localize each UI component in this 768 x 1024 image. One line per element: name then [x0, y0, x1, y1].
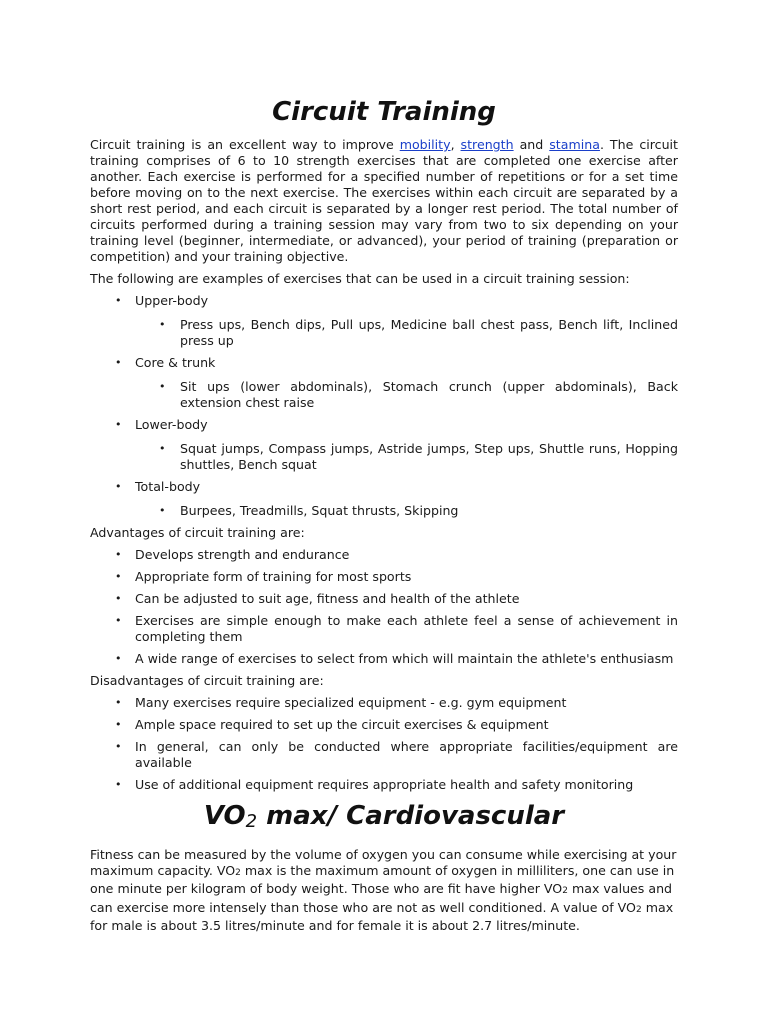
vo2-text-3: max values and can exercise more intensely than those who are not as well conditioned. A value of VO: [90, 881, 673, 915]
category-detail: [135, 441, 678, 473]
category-detail: [135, 503, 678, 519]
intro-paragraph: [90, 137, 678, 265]
intro-sep-1: ,: [450, 137, 461, 152]
intro-text-rest: . The circuit training comprises of 6 to 10 strength exercises that are completed one exercise after another. Each exercise is performed for a specified number of repetitions or for a set time before moving on to the next exercise. The exercises within each circuit are separated by a short rest period, and each circuit is separated by a longer rest period. The total number of circuits performed during a training session may vary from two to six depending on your training level (beginner, intermediate, or advanced), your period of training (preparation or competition) and your training objective.: [90, 137, 678, 264]
disadvantage-text: Ample space required to set up the circuit exercises & equipment: [135, 717, 549, 732]
mobility-link[interactable]: mobility: [399, 137, 451, 152]
category-detail-text: Burpees, Treadmills, Squat thrusts, Skipping: [180, 503, 459, 518]
category-detail-text: Sit ups (lower abdominals), Stomach crunch (upper abdominals), Back extension chest raise: [180, 379, 678, 410]
bullet: •: [115, 778, 122, 791]
advantage-text: A wide range of exercises to select from which will maintain the athlete's enthusiasm: [135, 651, 674, 666]
category-name: Core & trunk: [135, 355, 216, 370]
strength-link[interactable]: strength: [460, 137, 514, 152]
bullet: •: [115, 740, 122, 753]
advantages-list: [90, 547, 678, 667]
advantages-heading: Advantages of circuit training are:: [90, 525, 305, 540]
bullet: •: [115, 418, 122, 431]
bullet: •: [159, 504, 166, 517]
category-item-core-trunk: [90, 355, 678, 411]
category-detail-text: Squat jumps, Compass jumps, Astride jumps, Step ups, Shuttle runs, Hopping shuttles, Bench squat: [180, 441, 678, 472]
bullet: •: [115, 652, 122, 665]
advantage-text: Develops strength and endurance: [135, 547, 350, 562]
disadvantages-list: [90, 695, 678, 793]
bullet: •: [159, 442, 166, 455]
list-item: [90, 651, 678, 667]
bullet: •: [159, 318, 166, 331]
bullet: •: [115, 480, 122, 493]
bullet: •: [115, 696, 122, 709]
category-detail-text: Press ups, Bench dips, Pull ups, Medicine ball chest pass, Bench lift, Inclined press up: [180, 317, 678, 348]
disadvantages-heading: Disadvantages of circuit training are:: [90, 673, 324, 688]
vo2-heading-subscript: 2: [245, 811, 258, 832]
list-item: [90, 777, 678, 793]
vo2-heading-pre: VO: [203, 801, 246, 831]
stamina-link[interactable]: stamina: [549, 137, 600, 152]
category-detail: [135, 379, 678, 411]
bullet: •: [115, 718, 122, 731]
category-item-total-body: [90, 479, 678, 519]
disadvantage-text: Many exercises require specialized equipment - e.g. gym equipment: [135, 695, 567, 710]
category-name: Lower-body: [135, 417, 208, 432]
bullet: •: [115, 294, 122, 307]
bullet: •: [115, 356, 122, 369]
intro-text-start: Circuit training is an excellent way to improve: [90, 137, 400, 152]
list-item: [90, 613, 678, 645]
document-content: [90, 95, 678, 940]
advantage-text: Can be adjusted to suit age, fitness and health of the athlete: [135, 591, 520, 606]
page-title: Circuit Training: [272, 97, 496, 127]
list-item: [90, 591, 678, 607]
advantage-text: Appropriate form of training for most sports: [135, 569, 412, 584]
category-detail-list: [135, 441, 678, 473]
category-name: Upper-body: [135, 293, 209, 308]
vo2-heading: [90, 799, 678, 839]
bullet: •: [115, 592, 122, 605]
bullet: •: [115, 548, 122, 561]
vo2-text-4: max for male is about 3.5 litres/minute and for female it is about 2.7 litres/minute.: [90, 899, 674, 933]
vo2-subscript: 2: [562, 886, 568, 896]
list-item: [90, 569, 678, 585]
category-detail: [135, 317, 678, 349]
vo2-text-1: Fitness can be measured by the volume of oxygen you can consume while exercising at your maximum capacity. VO: [90, 847, 677, 878]
category-name: Total-body: [135, 479, 201, 494]
category-item-upper-body: [90, 293, 678, 349]
list-item: [90, 695, 678, 711]
list-item: [90, 739, 678, 771]
category-item-lower-body: [90, 417, 678, 473]
examples-heading: The following are examples of exercises that can be used in a circuit training session:: [90, 271, 630, 286]
intro-sep-2: and: [513, 137, 550, 152]
bullet: •: [159, 380, 166, 393]
list-item: [90, 547, 678, 563]
vo2-subscript: 2: [635, 904, 642, 915]
disadvantage-text: In general, can only be conducted where appropriate facilities/equipment are available: [135, 739, 678, 770]
advantage-text: Exercises are simple enough to make each athlete feel a sense of achievement in completing them: [135, 613, 678, 644]
category-detail-list: [135, 503, 678, 519]
vo2-paragraph: [90, 847, 678, 934]
category-detail-list: [135, 317, 678, 349]
vo2-heading-post: max/ Cardiovascular: [257, 801, 565, 831]
bullet: •: [115, 570, 122, 583]
disadvantage-text: Use of additional equipment requires appropriate health and safety monitoring: [135, 777, 634, 792]
vo2-subscript: 2: [235, 867, 241, 878]
list-item: [90, 717, 678, 733]
category-detail-list: [135, 379, 678, 411]
bullet: •: [115, 614, 122, 627]
exercise-categories-list: [90, 293, 678, 519]
vo2-text-2: max is the maximum amount of oxygen in milliliters, one can use in one minute per kilogram of body weight. Those who are fit have higher VO: [90, 862, 675, 896]
